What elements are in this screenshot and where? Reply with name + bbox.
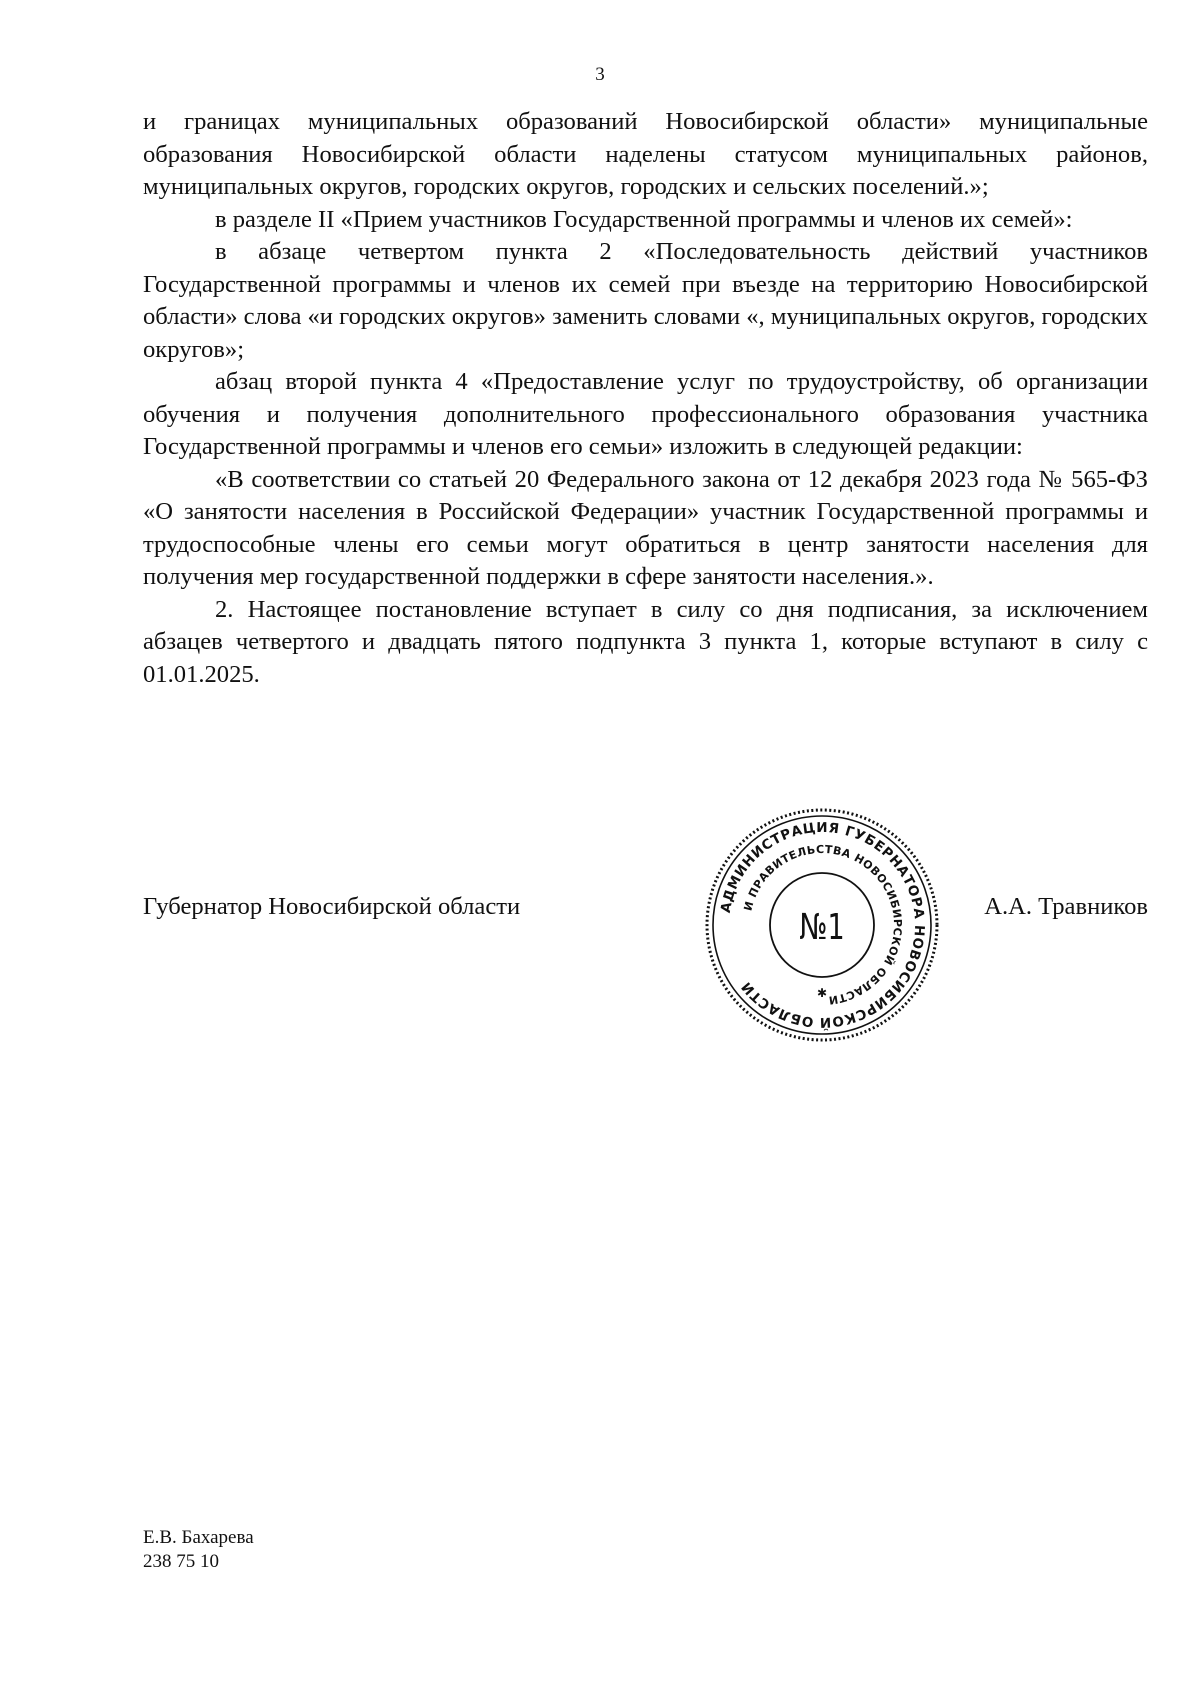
seal-star-icon: ✱ (816, 986, 828, 1000)
paragraph-amendment-item-4: абзац второй пункта 4 «Предоставление услуг по трудоустройству, об организации обучения и получения дополнительного профессионального образования участника Государственной программы и членов его семьи» изложить в следующей редакции: (143, 368, 1148, 460)
page-number: 3 (595, 64, 605, 85)
document-body (143, 106, 1148, 691)
seal-outer-text: АДМИНИСТРАЦИЯ ГУБЕРНАТОРА НОВОСИБИРСКОЙ ОБЛАСТИ (717, 819, 928, 1031)
paragraph-continuation: и границах муниципальных образований Новосибирской области» муниципальные образования Новосибирской области наделены статусом муниципальных районов, муниципальных округов, городских округов, городских и сельских поселений.»; (143, 108, 1148, 200)
signature-name: А.А. Травников (984, 893, 1148, 920)
paragraph-entry-into-force: 2. Настоящее постановление вступает в силу со дня подписания, за исключением абзацев четвертого и двадцать пятого подпункта 3 пункта 1, которые вступают в силу с 01.01.2025. (143, 595, 1148, 688)
signature-title: Губернатор Новосибирской области (143, 893, 521, 920)
official-seal (702, 805, 942, 1045)
executor-name: Е.В. Бахарева (143, 1527, 254, 1548)
paragraph-new-wording: «В соответствии со статьей 20 Федерального закона от 12 декабря 2023 года № 565-ФЗ «О занятости населения в Российской Федерации» участник Государственной программы и трудоспособные члены его семьи могут обратиться в центр занятости населения для получения мер государственной поддержки в сфере занятости населения.». (143, 465, 1148, 590)
executor-phone: 238 75 10 (143, 1551, 219, 1572)
seal-center-number: №1 (799, 905, 845, 949)
paragraph-section-ii: в разделе II «Прием участников Государственной программы и членов их семей»: (215, 205, 1073, 233)
paragraph-amendment-item-2: в абзаце четвертом пункта 2 «Последовательность действий участников Государственной программы и членов их семей при въезде на территорию Новосибирской области» слова «и городских округов» заменить словами «, муниципальных округов, городских округов»; (143, 238, 1148, 363)
seal-inner-text: И ПРАВИТЕЛЬСТВА НОВОСИБИРСКОЙ ОБЛАСТИ (741, 842, 905, 1007)
